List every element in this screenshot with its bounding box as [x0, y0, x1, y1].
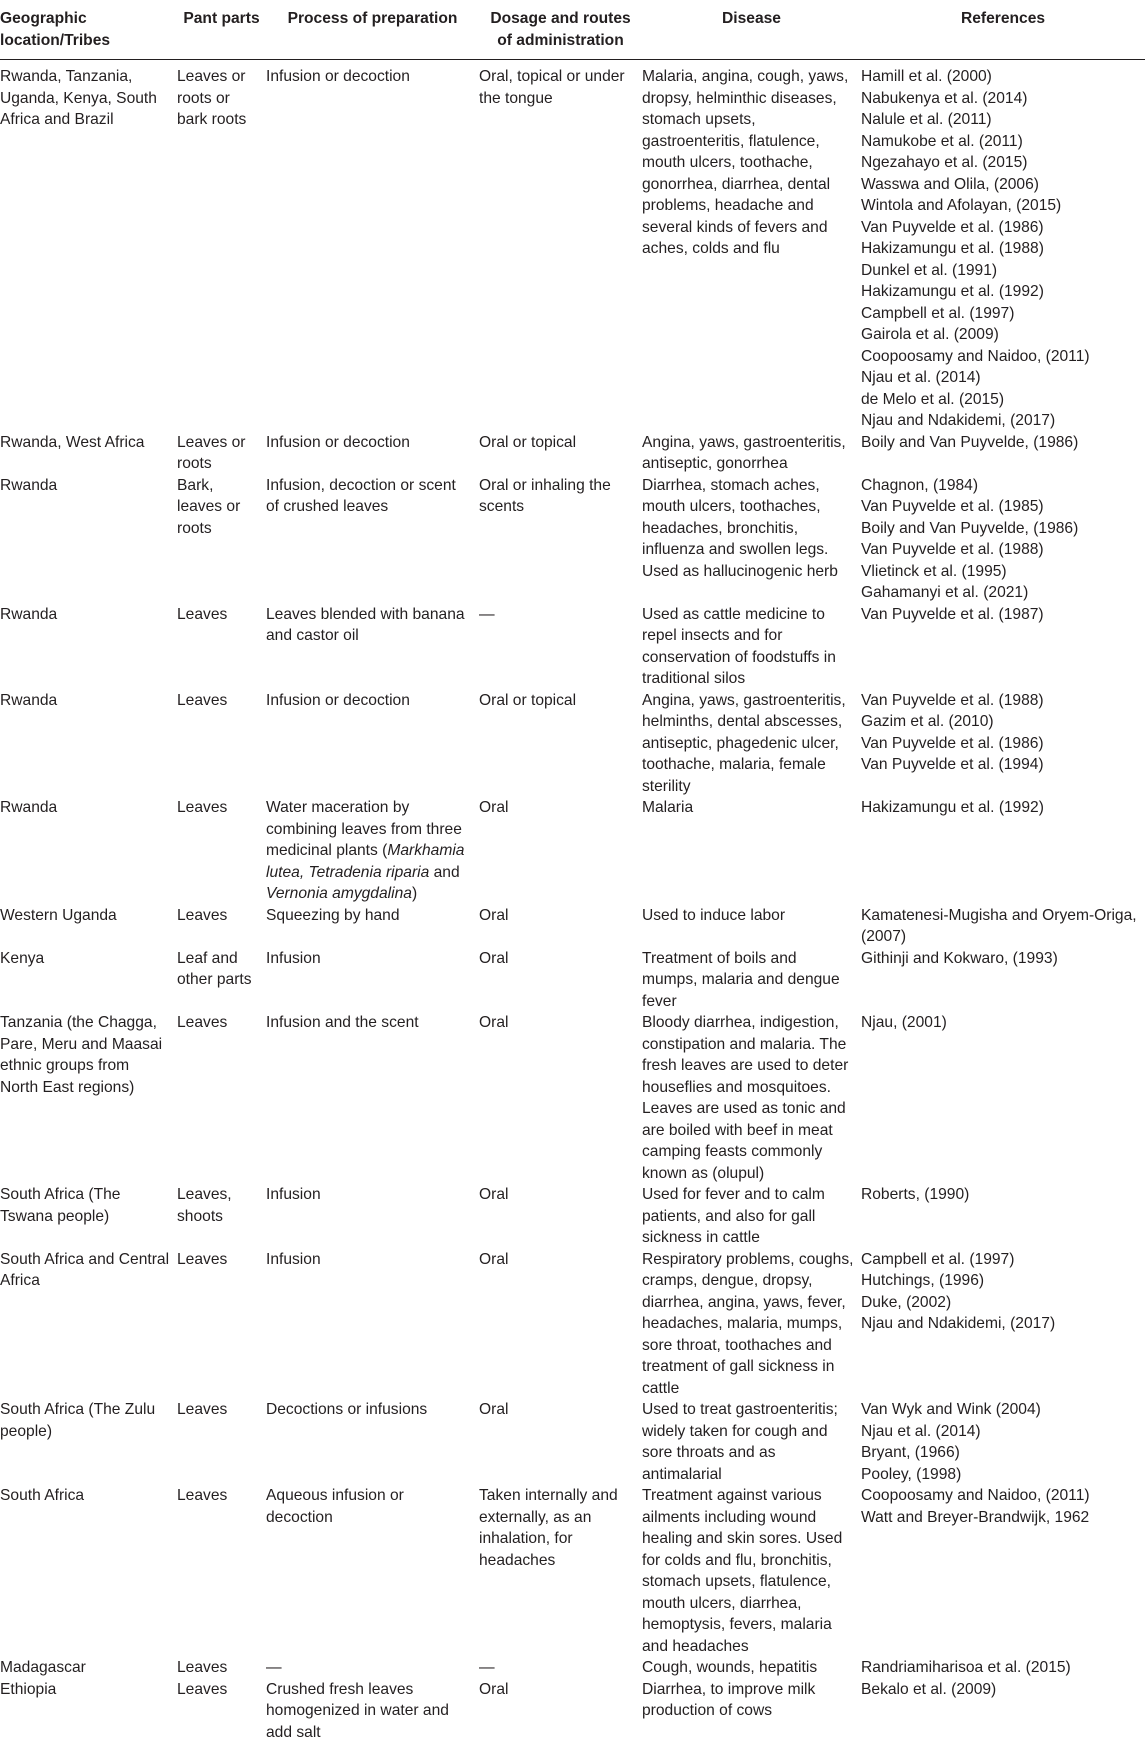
reference-item: Kamatenesi-Mugisha and Oryem-Origa, (2007) — [861, 906, 1137, 945]
reference-item: Watt and Breyer-Brandwijk, 1962 — [861, 1508, 1090, 1526]
plant-parts-cell: Leaves or roots — [177, 433, 246, 472]
species-tetradenia-riparia: Tetradenia riparia — [308, 863, 430, 881]
location-cell: South Africa (The Zulu people) — [0, 1401, 156, 1440]
preparation-cell: Infusion or decoction — [266, 433, 410, 451]
preparation-text: Water maceration by combining leaves from three medicinal plants ( — [266, 799, 462, 859]
reference-item: Nalule et al. (2011) — [861, 111, 992, 128]
table-row — [0, 1249, 1145, 1400]
reference-item: Van Puyvelde et al. (1988) — [861, 541, 1044, 558]
dosage-cell: Oral — [479, 949, 509, 967]
location-cell: Rwanda — [0, 476, 58, 494]
reference-item: Gahamanyi et al. (2021) — [861, 584, 1029, 601]
table-row — [0, 604, 1145, 690]
header-process-of-preparation: Process of preparation — [287, 10, 458, 27]
reference-item: Campbell et al. (1997) — [861, 304, 1015, 322]
reference-item: Van Puyvelde et al. (1994) — [861, 756, 1044, 773]
references-cell — [861, 60, 1145, 432]
reference-item: Chagnon, (1984) — [861, 476, 979, 494]
reference-item: Wintola and Afolayan, (2015) — [861, 197, 1062, 214]
reference-item: Njau and Ndakidemi, (2017) — [861, 1315, 1056, 1332]
reference-item: Van Puyvelde et al. (1986) — [861, 218, 1044, 236]
reference-item: Hakizamungu et al. (1992) — [861, 283, 1044, 300]
table-row — [0, 797, 1145, 905]
location-cell: Rwanda, West Africa — [0, 433, 145, 451]
table-row — [0, 1679, 1145, 1744]
disease-cell: Treatment of boils and mumps, malaria and dengue fever — [642, 949, 840, 1010]
reference-item: Vlietinck et al. (1995) — [861, 562, 1007, 580]
disease-cell: Respiratory problems, coughs, cramps, dengue, dropsy, diarrhea, angina, yaws, fever, headaches, malaria, mumps, sore throat, toothaches and treatment of gall sickness in cattle — [642, 1250, 854, 1397]
disease-cell: Cough, wounds, hepatitis — [642, 1659, 818, 1676]
table-row — [0, 1012, 1145, 1184]
location-cell: Western Uganda — [0, 906, 117, 924]
preparation-cell: Aqueous infusion or decoction — [266, 1487, 404, 1526]
table-row — [0, 905, 1145, 948]
reference-item: Van Puyvelde et al. (1988) — [861, 691, 1044, 709]
disease-cell: Diarrhea, stomach aches, mouth ulcers, toothaches, headaches, bronchitis, influenza and swollen legs. Used as hallucinogenic herb — [642, 476, 838, 580]
table-row — [0, 948, 1145, 1013]
preparation-cell: Infusion and the scent — [266, 1014, 419, 1031]
location-cell: Rwanda — [0, 605, 58, 623]
preparation-cell: Infusion or decoction — [266, 691, 410, 709]
references-cell — [861, 797, 1145, 905]
reference-item: Coopoosamy and Naidoo, (2011) — [861, 1487, 1090, 1504]
dosage-cell: Oral or inhaling the scents — [479, 476, 611, 515]
reference-item: Pooley, (1998) — [861, 1465, 962, 1483]
reference-item: Campbell et al. (1997) — [861, 1250, 1015, 1268]
location-cell: Rwanda — [0, 799, 58, 816]
table-header — [0, 4, 1145, 60]
preparation-cell: Leaves blended with banana and castor oil — [266, 605, 465, 644]
reference-item: Ngezahayo et al. (2015) — [861, 154, 1028, 171]
reference-item: Van Puyvelde et al. (1987) — [861, 605, 1044, 623]
reference-item: Gairola et al. (2009) — [861, 326, 999, 343]
reference-item: Njau and Ndakidemi, (2017) — [861, 412, 1056, 429]
references-cell — [861, 905, 1145, 948]
table-row — [0, 475, 1145, 604]
reference-item: Njau et al. (2014) — [861, 369, 981, 386]
plant-parts-cell: Leaves — [177, 605, 228, 623]
header-disease: Disease — [722, 10, 781, 27]
dosage-cell: — — [479, 605, 495, 623]
disease-cell: Used for fever and to calm patients, and also for gall sickness in cattle — [642, 1186, 825, 1246]
reference-item: Hakizamungu et al. (1988) — [861, 240, 1044, 257]
preparation-cell: — — [266, 1659, 282, 1676]
dosage-cell: Oral — [479, 1014, 509, 1031]
reference-item: Bekalo et al. (2009) — [861, 1680, 997, 1698]
plant-parts-cell: Leaves or roots or bark roots — [177, 68, 247, 128]
preparation-cell: Squeezing by hand — [266, 906, 400, 924]
plant-parts-cell: Bark, leaves or roots — [177, 476, 241, 537]
plant-parts-cell: Leaves — [177, 1250, 228, 1268]
location-cell: Tanzania (the Chagga, Pare, Meru and Maasai ethnic groups from North East regions) — [0, 1014, 163, 1096]
location-cell: South Africa (The Tswana people) — [0, 1186, 121, 1225]
disease-cell: Treatment against various ailments including wound healing and skin sores. Used for colds and flu, bronchitis, stomach upsets, flatulence, mouth ulcers, diarrhea, hemoptysis, fevers, malaria and headaches — [642, 1487, 843, 1655]
dosage-cell: Oral or topical — [479, 433, 577, 451]
location-cell: Rwanda — [0, 691, 58, 709]
plant-parts-cell: Leaves — [177, 906, 228, 924]
dosage-cell: Oral — [479, 1250, 509, 1268]
plant-parts-cell: Leaves — [177, 691, 228, 709]
reference-item: Boily and Van Puyvelde, (1986) — [861, 519, 1079, 537]
dosage-cell: Oral — [479, 1680, 509, 1698]
reference-item: Van Puyvelde et al. (1986) — [861, 734, 1044, 752]
reference-item: Coopoosamy and Naidoo, (2011) — [861, 347, 1090, 365]
disease-cell: Malaria, angina, cough, yaws, dropsy, helminthic diseases, stomach upsets, gastroenteritis, flatulence, mouth ulcers, toothache, gonorrhea, diarrhea, dental problems, headache and several kinds of fevers and aches, colds and flu — [642, 68, 849, 257]
references-cell — [861, 1485, 1145, 1657]
header-row — [0, 4, 1145, 60]
header-dosage-and-routes: Dosage and routes of administration — [490, 10, 631, 49]
table-row — [0, 690, 1145, 798]
plant-parts-cell: Leaf and other parts — [177, 949, 252, 988]
reference-item: Wasswa and Olila, (2006) — [861, 175, 1039, 193]
references-cell — [861, 432, 1145, 475]
header-geographic-location: Geographic location/Tribes — [0, 10, 111, 49]
table-body — [0, 60, 1145, 1744]
reference-item: Njau, (2001) — [861, 1014, 947, 1031]
dosage-cell: Oral — [479, 1186, 509, 1203]
location-cell: South Africa and Central Africa — [0, 1250, 170, 1289]
location-cell: Ethiopia — [0, 1680, 57, 1698]
species-vernonia-amygdalina: Vernonia amygdalina — [266, 885, 412, 902]
references-cell — [861, 1679, 1145, 1744]
plant-parts-cell: Leaves — [177, 799, 228, 816]
species-markhamia-lutea: Markhamia lutea, — [266, 842, 465, 881]
location-cell: Madagascar — [0, 1659, 86, 1676]
reference-item: Roberts, (1990) — [861, 1186, 970, 1203]
location-cell: Kenya — [0, 949, 45, 967]
location-cell: South Africa — [0, 1487, 85, 1504]
reference-item: Njau et al. (2014) — [861, 1422, 981, 1440]
references-cell — [861, 1184, 1145, 1249]
reference-item: Dunkel et al. (1991) — [861, 261, 998, 279]
disease-cell: Used to treat gastroenteritis; widely taken for cough and sore throats and as antimalarial — [642, 1401, 838, 1483]
plant-parts-cell: Leaves, shoots — [177, 1186, 232, 1225]
disease-cell: Used as cattle medicine to repel insects and for conservation of foodstuffs in traditional silos — [642, 605, 836, 687]
table-row — [0, 1657, 1145, 1679]
dosage-cell: Oral — [479, 1401, 509, 1418]
reference-item: Githinji and Kokwaro, (1993) — [861, 949, 1058, 967]
reference-item: Boily and Van Puyvelde, (1986) — [861, 433, 1079, 451]
dosage-cell: Taken internally and externally, as an inhalation, for headaches — [479, 1487, 618, 1569]
preparation-cell: Infusion — [266, 1186, 321, 1203]
table-row — [0, 1184, 1145, 1249]
header-plant-parts: Pant parts — [183, 10, 260, 27]
dosage-cell: Oral or topical — [479, 691, 577, 709]
reference-item: Randriamiharisoa et al. (2015) — [861, 1659, 1071, 1676]
preparation-conjunction: and — [429, 863, 460, 881]
dosage-cell: — — [479, 1659, 495, 1676]
preparation-cell — [266, 797, 479, 905]
reference-item: Hamill et al. (2000) — [861, 68, 992, 85]
preparation-cell: Infusion — [266, 949, 321, 967]
table-row — [0, 60, 1145, 432]
references-cell — [861, 1249, 1145, 1400]
location-cell: Rwanda, Tanzania, Uganda, Kenya, South Africa and Brazil — [0, 68, 157, 128]
header-references: References — [960, 10, 1046, 27]
dosage-cell: Oral — [479, 906, 509, 924]
disease-cell: Diarrhea, to improve milk production of cows — [642, 1680, 816, 1719]
reference-item: Hutchings, (1996) — [861, 1272, 985, 1289]
plant-parts-cell: Leaves — [177, 1659, 228, 1676]
reference-item: de Melo et al. (2015) — [861, 390, 1005, 408]
dosage-cell: Oral — [479, 799, 509, 816]
reference-item: Gazim et al. (2010) — [861, 713, 994, 730]
disease-cell: Angina, yaws, gastroenteritis, antiseptic, gonorrhea — [642, 433, 846, 472]
reference-item: Hakizamungu et al. (1992) — [861, 799, 1044, 816]
plant-parts-cell: Leaves — [177, 1014, 228, 1031]
reference-item: Nabukenya et al. (2014) — [861, 89, 1028, 107]
disease-cell: Malaria — [642, 799, 694, 816]
dosage-cell: Oral, topical or under the tongue — [479, 68, 625, 107]
table-row — [0, 432, 1145, 475]
preparation-close-paren: ) — [411, 885, 418, 902]
disease-cell: Bloody diarrhea, indigestion, constipation and malaria. The fresh leaves are used to deter houseflies and mosquitoes. Leaves are used as tonic and are boiled with beef in meat camping feasts commonly known as (olupul) — [642, 1014, 849, 1182]
table-row — [0, 1485, 1145, 1657]
plant-parts-cell: Leaves — [177, 1401, 228, 1418]
plant-parts-cell: Leaves — [177, 1487, 228, 1504]
disease-cell: Angina, yaws, gastroenteritis, helminths, dental abscesses, antiseptic, phagedenic ulcer, toothache, malaria, female sterility — [642, 691, 846, 795]
reference-item: Van Puyvelde et al. (1985) — [861, 498, 1044, 515]
references-cell — [861, 690, 1145, 798]
preparation-cell: Crushed fresh leaves homogenized in water and add salt — [266, 1680, 449, 1741]
preparation-cell: Decoctions or infusions — [266, 1401, 428, 1418]
references-cell — [861, 948, 1145, 1013]
reference-item: Namukobe et al. (2011) — [861, 132, 1023, 150]
ethnomedicinal-uses-table — [0, 4, 1145, 1743]
references-cell — [861, 1657, 1145, 1679]
references-cell — [861, 475, 1145, 604]
reference-item: Bryant, (1966) — [861, 1444, 960, 1461]
preparation-cell: Infusion or decoction — [266, 68, 410, 85]
preparation-cell: Infusion, decoction or scent of crushed leaves — [266, 476, 456, 515]
plant-parts-cell: Leaves — [177, 1680, 228, 1698]
disease-cell: Used to induce labor — [642, 906, 786, 924]
references-cell — [861, 604, 1145, 690]
reference-item: Duke, (2002) — [861, 1293, 952, 1311]
references-cell — [861, 1012, 1145, 1184]
table-row — [0, 1399, 1145, 1485]
references-cell — [861, 1399, 1145, 1485]
preparation-cell: Infusion — [266, 1250, 321, 1268]
reference-item: Van Wyk and Wink (2004) — [861, 1401, 1041, 1418]
